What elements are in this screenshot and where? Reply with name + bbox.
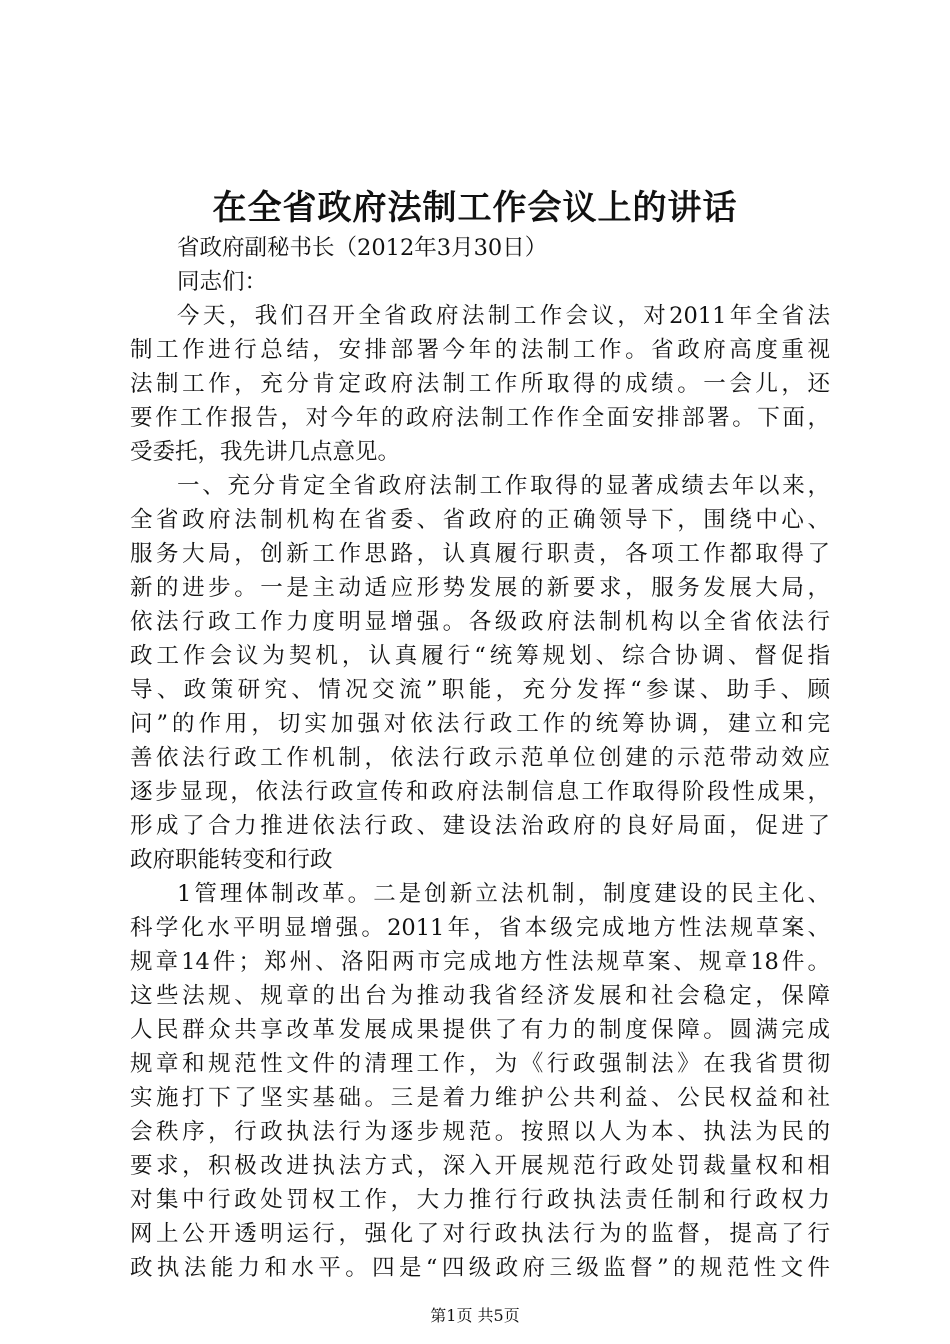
paragraph-line: 人民群众共享改革发展成果提供了有力的制度保障。圆满完成: [130, 1017, 830, 1043]
paragraph-line: 服务大局，创新工作思路，认真履行职责，各项工作都取得了: [130, 541, 830, 567]
paragraph-line: 一、充分肯定全省政府法制工作取得的显著成绩去年以来，: [177, 473, 830, 499]
paragraph-line: 网上公开透明运行，强化了对行政执法行为的监督，提高了行: [130, 1221, 830, 1247]
paragraph-line: 今天，我们召开全省政府法制工作会议，对2011年全省法: [177, 303, 830, 329]
paragraph-line: 受委托，我先讲几点意见。: [130, 439, 401, 465]
paragraph-line: 规章14件；郑州、洛阳两市完成地方性法规草案、规章18件。: [130, 949, 830, 975]
paragraph-line: 问”的作用，切实加强对依法行政工作的统筹协调，建立和完: [130, 711, 830, 737]
paragraph-line: 科学化水平明显增强。2011年，省本级完成地方性法规草案、: [130, 915, 830, 941]
paragraph-line: 对集中行政处罚权工作，大力推行行政执法责任制和行政权力: [130, 1187, 830, 1213]
paragraph-line: 全省政府法制机构在省委、省政府的正确领导下，围绕中心、: [130, 507, 830, 533]
paragraph-line: 导、政策研究、情况交流”职能，充分发挥“参谋、助手、顾: [130, 677, 830, 703]
paragraph-line: 要作工作报告，对今年的政府法制工作作全面安排部署。下面，: [130, 405, 830, 431]
paragraph-line: 这些法规、规章的出台为推动我省经济发展和社会稳定，保障: [130, 983, 830, 1009]
paragraph-line: 法制工作，充分肯定政府法制工作所取得的成绩。一会儿，还: [130, 371, 830, 397]
paragraph-line: 实施打下了坚实基础。三是着力维护公共利益、公民权益和社: [130, 1085, 830, 1111]
paragraph-line: 制工作进行总结，安排部署今年的法制工作。省政府高度重视: [130, 337, 830, 363]
paragraph-line: 形成了合力推进依法行政、建设法治政府的良好局面，促进了: [130, 813, 830, 839]
paragraph-line: 规章和规范性文件的清理工作，为《行政强制法》在我省贯彻: [130, 1051, 830, 1077]
paragraph-line: 会秩序，行政执法行为逐步规范。按照以人为本、执法为民的: [130, 1119, 830, 1145]
paragraph-line: 1管理体制改革。二是创新立法机制，制度建设的民主化、: [177, 881, 830, 907]
paragraph-line: 新的进步。一是主动适应形势发展的新要求，服务发展大局，: [130, 575, 830, 601]
page-number: 第1页 共5页: [430, 1306, 520, 1325]
paragraph-line: 善依法行政工作机制，依法行政示范单位创建的示范带动效应: [130, 745, 830, 771]
paragraph-line: 逐步显现，依法行政宣传和政府法制信息工作取得阶段性成果，: [130, 779, 830, 805]
paragraph-line: 依法行政工作力度明显增强。各级政府法制机构以全省依法行: [130, 609, 830, 635]
page-title: 在全省政府法制工作会议上的讲话: [212, 188, 738, 228]
byline: 省政府副秘书长（2012年3月30日）: [177, 235, 548, 261]
paragraph-line: 政执法能力和水平。四是“四级政府三级监督”的规范性文件: [130, 1255, 830, 1281]
paragraph-line: 政府职能转变和行政: [130, 847, 333, 873]
paragraph-line: 要求，积极改进执法方式，深入开展规范行政处罚裁量权和相: [130, 1153, 830, 1179]
salutation: 同志们：: [177, 269, 268, 295]
paragraph-line: 政工作会议为契机，认真履行“统筹规划、综合协调、督促指: [130, 643, 830, 669]
